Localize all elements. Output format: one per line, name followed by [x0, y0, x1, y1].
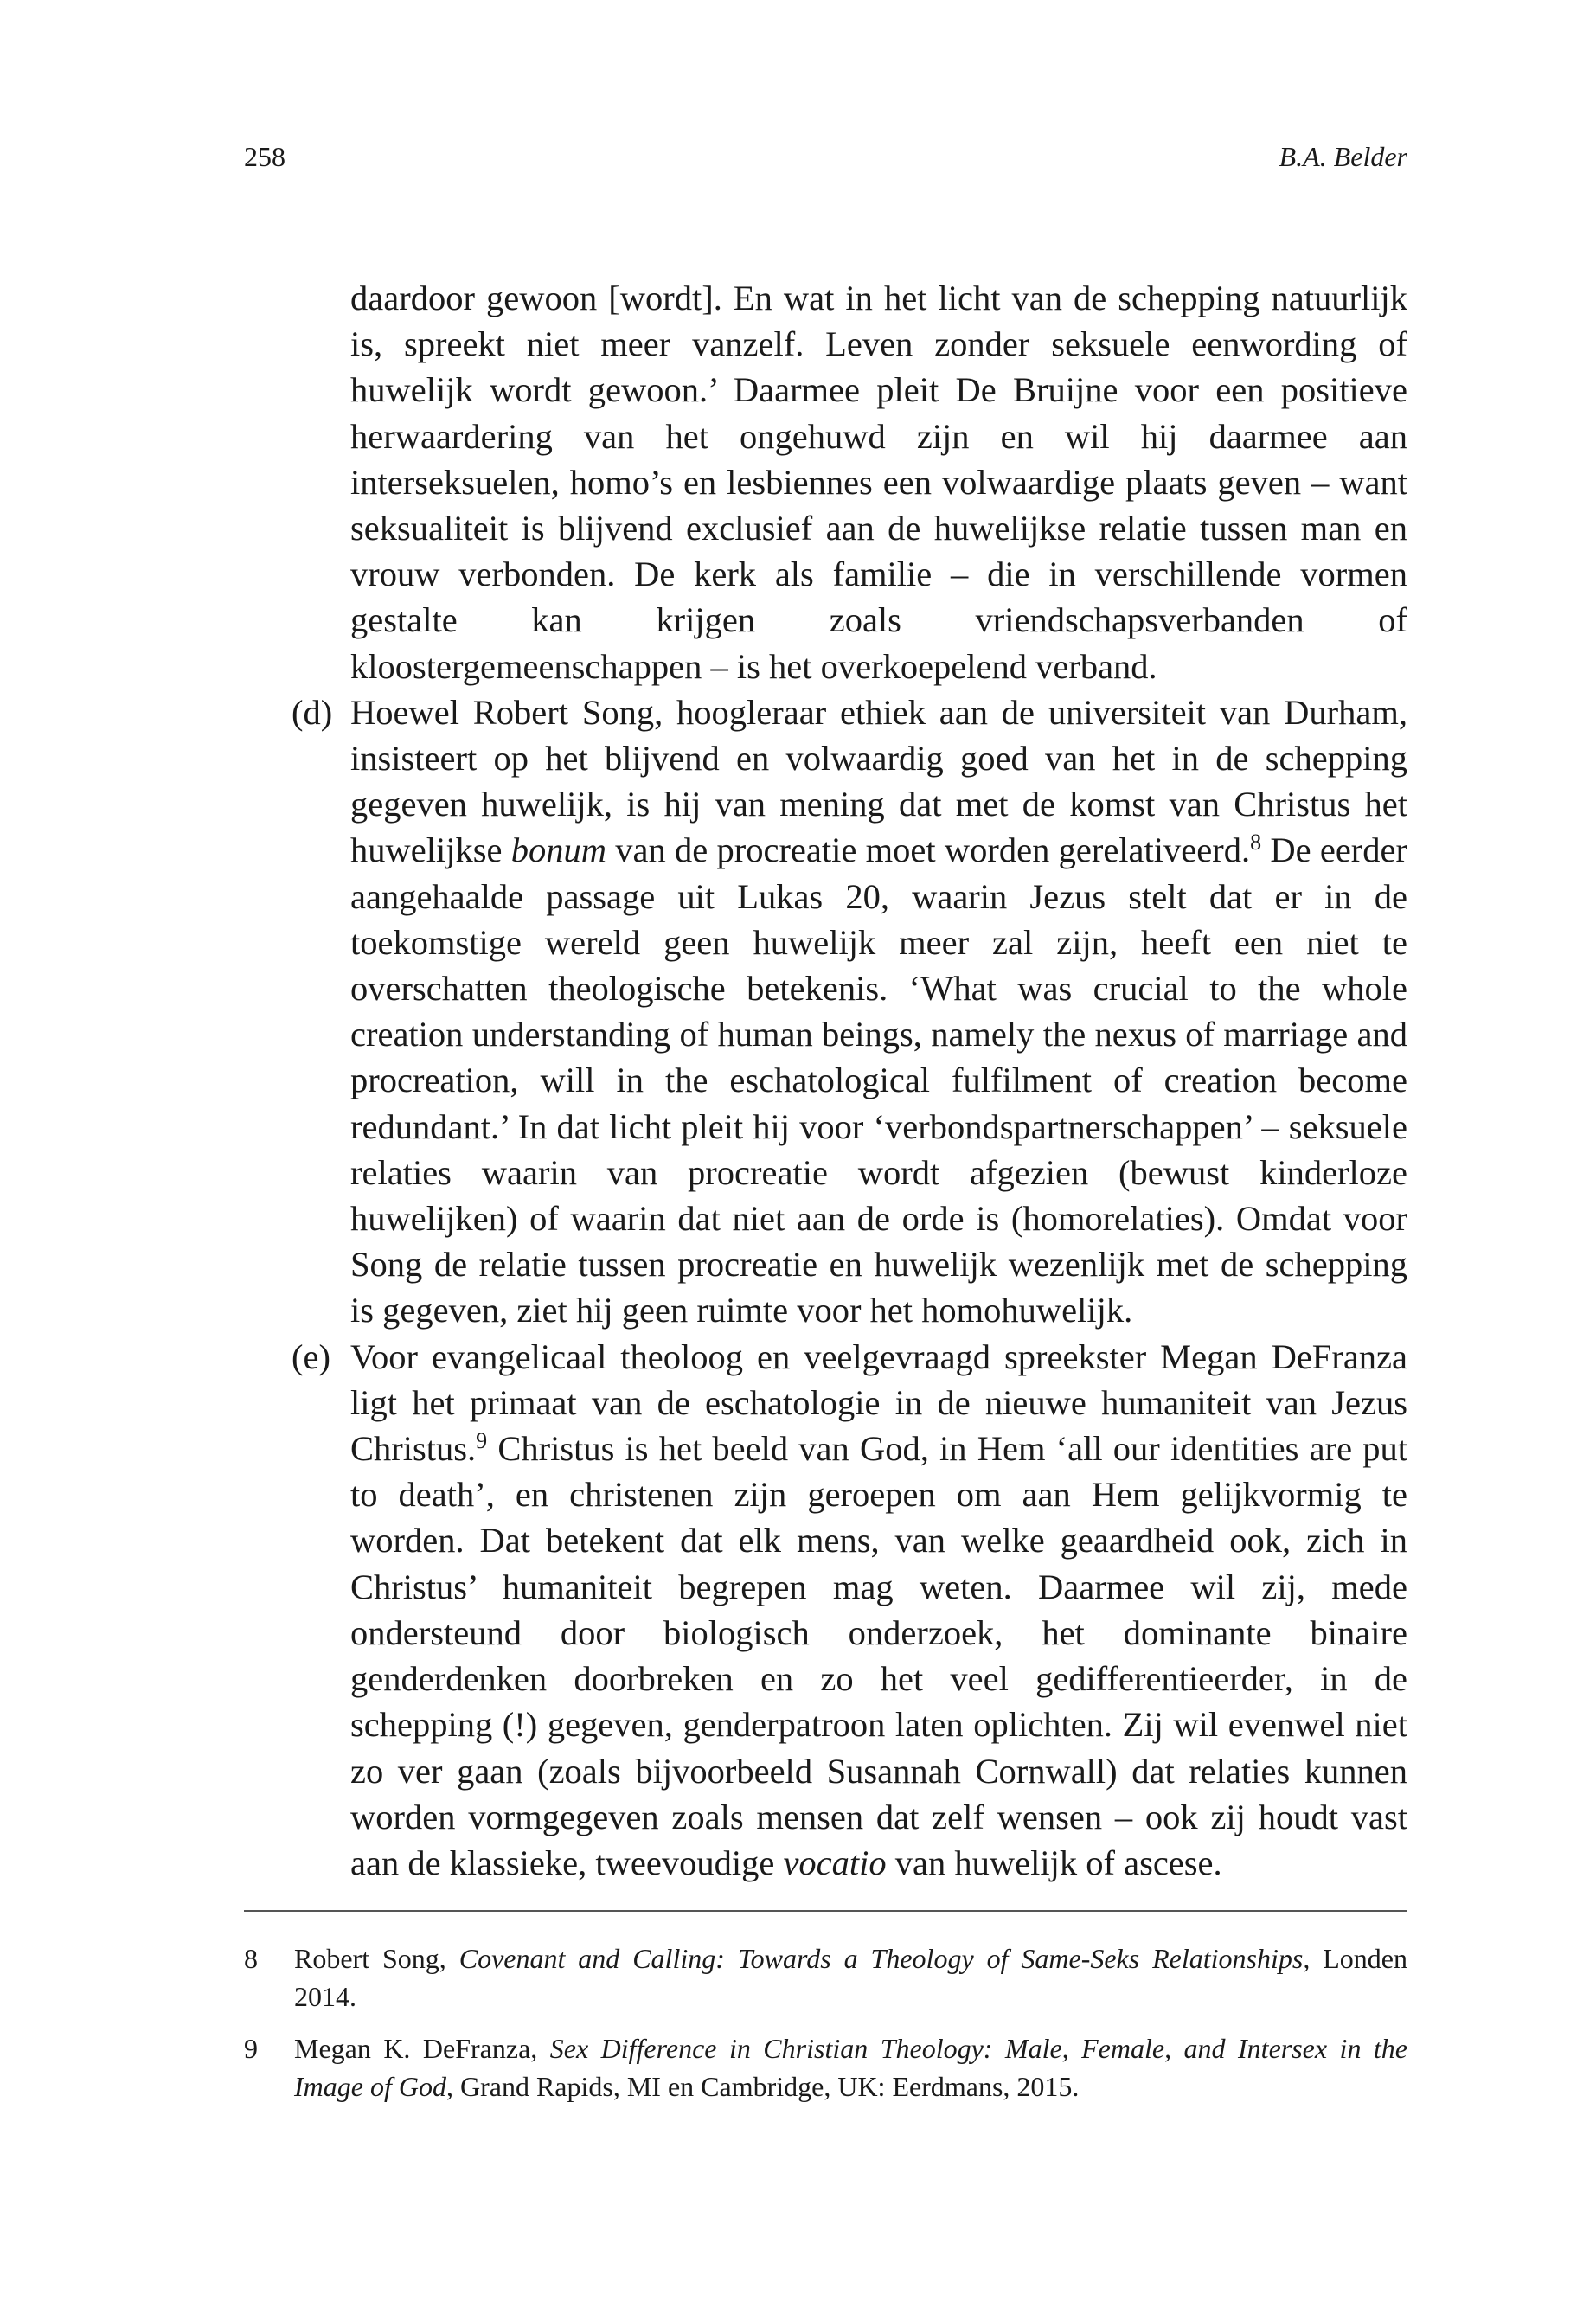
list-item-d [292, 689, 1407, 1334]
page-number: 258 [244, 141, 285, 172]
footnote-text-end: , Grand Rapids, MI en Cambridge, UK: Eerdmans, 2015. [445, 2071, 1080, 2102]
footnote-text-end: Londen 2014. [294, 1943, 1408, 2012]
item-d-text-2: van de procreatie moet worden gerelativeerd. [606, 830, 1251, 870]
list-label-e: (e) [292, 1336, 330, 1376]
footnote-text: Robert Song, [294, 1943, 459, 1974]
item-e-italic-vocatio: vocatio [783, 1843, 887, 1882]
footnote-number: 9 [244, 2033, 258, 2064]
footnote-divider [244, 1910, 1407, 1912]
running-header-author: B.A. Belder [1279, 141, 1407, 172]
item-e-text-2: Christus is het beeld van God, in Hem ‘all our identities are put to death’, en christenen zijn geroepen om aan Hem gelijkvormig te worden. Dat betekent dat elk mens, van welke geaardheid ook, zich in Christus’ humaniteit begrepen mag weten. Daarmee wil zij, mede ondersteund door biologisch onderzoek, het dominante binaire genderdenken doorbreken en zo het veel gedifferentieerder, in de schepping (!) gegeven, genderpatroon laten oplichten. Zij wil evenwel niet zo ver gaan (zoals bijvoorbeeld Susannah Cornwall) dat relaties kunnen worden vormgegeven zoals mensen dat zelf wensen – ook zij houdt vast aan de klassieke, tweevoudige [350, 1429, 1407, 1882]
item-d-italic-bonum: bonum [510, 830, 606, 870]
footnote-text: Megan K. DeFranza, [294, 2033, 550, 2064]
footnote-ref-8[interactable]: 8 [1250, 830, 1262, 856]
footnote-number: 8 [244, 1943, 258, 1974]
footnote-9 [244, 2029, 1407, 2106]
footnote-title: Covenant and Calling: Towards a Theology of Same-Seks Relationships, [458, 1943, 1311, 1974]
footnotes [244, 1939, 1407, 2119]
item-e-text-1: Voor evangelicaal theoloog en veelgevraagd spreekster Megan DeFranza ligt het primaat van de eschatologie in de nieuwe humaniteit van Jezus Christus. [350, 1336, 1407, 1469]
item-d-text-3: De eerder aangehaalde passage uit Lukas 20, waarin Jezus stelt dat er in de toekomstige wereld geen huwelijk meer zal zijn, heeft een niet te overschatten theologische betekenis. ‘What was crucial to the whole creation understanding of human beings, namely the nexus of marriage and procreation, will in the eschatological fulfilment of creation become redundant.’ In dat licht pleit hij voor ‘verbondspartnerschappen’ – seksuele relaties waarin van procreatie wordt afgezien (bewust kinderloze huwelijken) of waarin dat niet aan de orde is (homorelaties). Omdat voor Song de relatie tussen procreatie en huwelijk wezenlijk met de schepping is gegeven, ziet hij geen ruimte voor het homohuwelijk. [350, 830, 1407, 1330]
continuation-paragraph: daardoor gewoon [wordt]. En wat in het licht van de schepping natuurlijk is, spreekt niet meer vanzelf. Leven zonder seksuele eenwording of huwelijk wordt gewoon.’ Daarmee pleit De Bruijne voor een positieve herwaardering van het ongehuwd zijn en wil hij daarmee aan interseksuelen, homo’s en lesbiennes een volwaardige plaats geven – want seksualiteit is blijvend exclusief aan de huwelijkse relatie tussen man en vrouw verbonden. De kerk als familie – die in verschillende vormen gestalte kan krijgen zoals vriendschapsverbanden of kloostergemeenschappen – is het overkoepelend verband. [350, 279, 1407, 686]
list-label-d: (d) [292, 692, 333, 732]
item-e-text-3: van huwelijk of ascese. [886, 1843, 1222, 1882]
item-d-text-1: Hoewel Robert Song, hoogleraar ethiek aan de universiteit van Durham, insisteert op het blijvend en volwaardig goed van het in de schepping gegeven huwelijk, is hij van mening dat met de komst van Christus het huwelijkse [350, 692, 1407, 870]
footnote-title: Sex Difference in Christian Theology: Male, Female, and Intersex in the Image of God [294, 2033, 1408, 2102]
running-header [244, 141, 1407, 176]
list-item-e [292, 1334, 1407, 1886]
main-text [292, 275, 1407, 1886]
footnote-8 [244, 1939, 1407, 2016]
footnote-ref-9[interactable]: 9 [476, 1428, 488, 1454]
